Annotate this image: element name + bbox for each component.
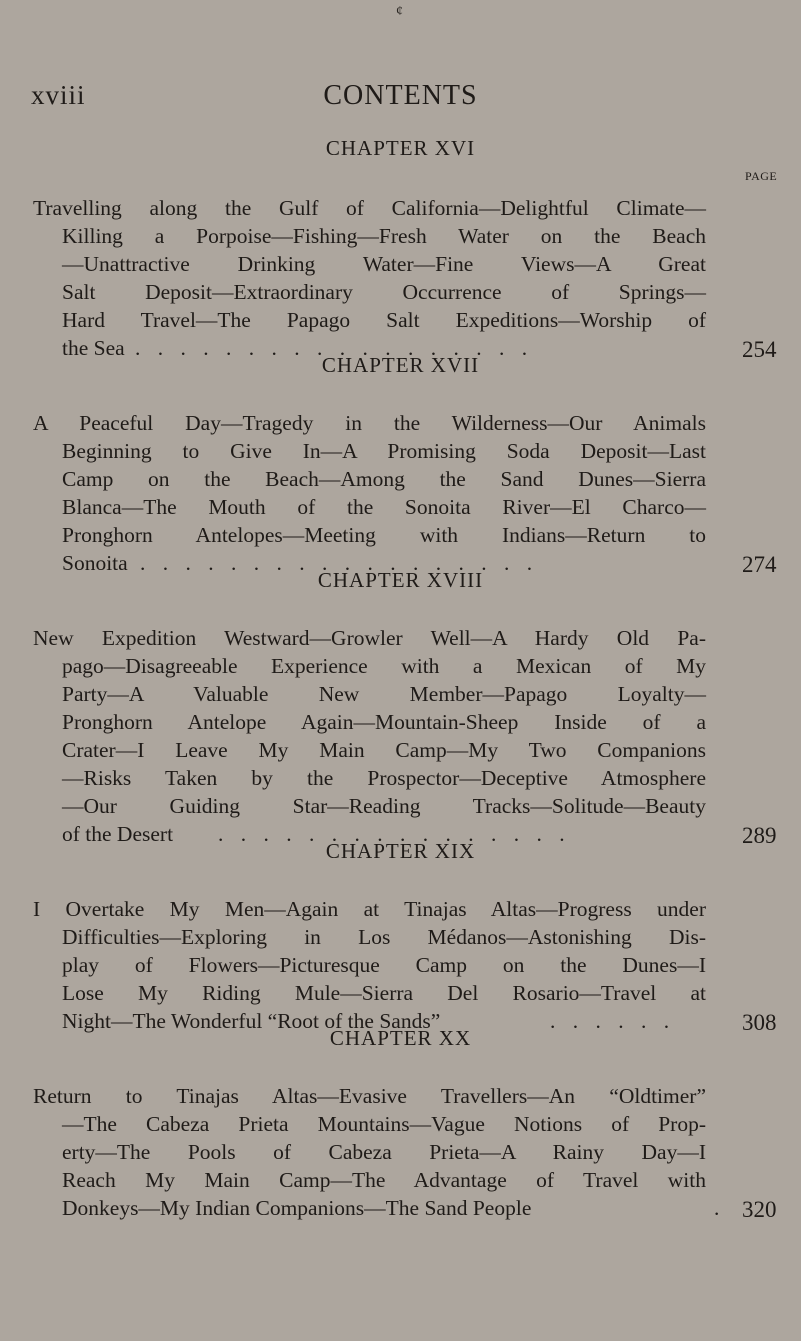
page-folio: xviii	[31, 80, 86, 110]
entry-line: —The Cabeza Prieta Mountains—Vague Notions of Prop-	[62, 1112, 706, 1136]
entry-line: Crater—I Leave My Main Camp—My Two Companions	[62, 738, 706, 762]
entry-line: Pronghorn Antelopes—Meeting with Indians—Return to	[62, 523, 706, 547]
entry-line: Reach My Main Camp—The Advantage of Travel with	[62, 1168, 706, 1192]
entry-line: Camp on the Beach—Among the Sand Dunes—Sierra	[62, 467, 706, 491]
leader-dots: . . . . . . . . . . . . . . . . . .	[135, 336, 534, 360]
page-column-label: PAGE	[745, 169, 778, 183]
leader-dots: .	[714, 1196, 726, 1220]
page-number: 274	[742, 552, 777, 577]
entry-line: I Overtake My Men—Again at Tinajas Altas—Progress under	[33, 897, 706, 921]
entry-line: the Sea	[62, 336, 125, 360]
leader-dots: . . . . . . . . . . . . . . . .	[218, 822, 571, 846]
chapter-heading: CHAPTER XX	[329, 1026, 472, 1050]
entry-line: Pronghorn Antelope Again—Mountain-Sheep Inside of a	[62, 710, 706, 734]
chapter-xx	[0, 1023, 801, 1222]
entry-line: Blanca—The Mouth of the Sonoita River—El Charco—	[62, 495, 706, 519]
entry-line: play of Flowers—Picturesque Camp on the Dunes—I	[62, 953, 706, 977]
chapter-heading: CHAPTER XVIII	[317, 568, 484, 592]
entry-line: Salt Deposit—Extraordinary Occurrence of Springs—	[62, 280, 706, 304]
entry-line: —Our Guiding Star—Reading Tracks—Solitude—Beauty	[62, 794, 706, 818]
chapter-xix	[0, 836, 801, 1035]
entry-line: Hard Travel—The Papago Salt Expeditions—Worship of	[62, 308, 706, 332]
entry-line: Donkeys—My Indian Companions—The Sand People	[62, 1196, 532, 1220]
chapter-heading: CHAPTER XVI	[325, 136, 476, 160]
chapter-xviii	[0, 565, 801, 848]
entry-line: pago—Disagreeable Experience with a Mexican of My	[62, 654, 706, 678]
entry-line: Difficulties—Exploring in Los Médanos—Astonishing Dis-	[62, 925, 706, 949]
entry-line: Killing a Porpoise—Fishing—Fresh Water on the Beach	[62, 224, 706, 248]
chapter-xvii	[0, 350, 801, 577]
entry-line: Sonoita	[62, 551, 128, 575]
entry-line: of the Desert	[62, 822, 174, 846]
entry-line: Party—A Valuable New Member—Papago Loyalty—	[62, 682, 706, 706]
page-number: 254	[742, 337, 777, 362]
running-head	[0, 80, 801, 116]
entry-line: Night—The Wonderful “Root of the Sands”	[62, 1009, 441, 1033]
entry-line: —Unattractive Drinking Water—Fine Views—A Great	[62, 252, 706, 276]
chapter-heading: CHAPTER XIX	[325, 839, 476, 863]
page-number: 320	[742, 1197, 777, 1222]
leader-dots: . . . . . .	[550, 1009, 676, 1033]
entry-line: A Peaceful Day—Tragedy in the Wilderness—Our Animals	[33, 411, 706, 435]
chapter-heading: CHAPTER XVII	[321, 353, 480, 377]
entry-line: erty—The Pools of Cabeza Prieta—A Rainy Day—I	[62, 1140, 706, 1164]
entry-line: —Risks Taken by the Prospector—Deceptive Atmosphere	[62, 766, 706, 790]
entry-line: Beginning to Give In—A Promising Soda Deposit—Last	[62, 439, 706, 463]
entry-line: Return to Tinajas Altas—Evasive Travellers—An “Oldtimer”	[33, 1084, 706, 1108]
page-number: 289	[742, 823, 777, 848]
entry-line: Travelling along the Gulf of California—Delightful Climate—	[33, 196, 706, 220]
leader-dots: . . . . . . . . . . . . . . . . . .	[140, 551, 539, 575]
entry-line: New Expedition Westward—Growler Well—A Hardy Old Pa-	[33, 626, 706, 650]
ink-mark: ¢	[396, 4, 403, 19]
page-number: 308	[742, 1010, 777, 1035]
entry-line: Lose My Riding Mule—Sierra Del Rosario—Travel at	[62, 981, 706, 1005]
page-title: CONTENTS	[323, 80, 478, 111]
